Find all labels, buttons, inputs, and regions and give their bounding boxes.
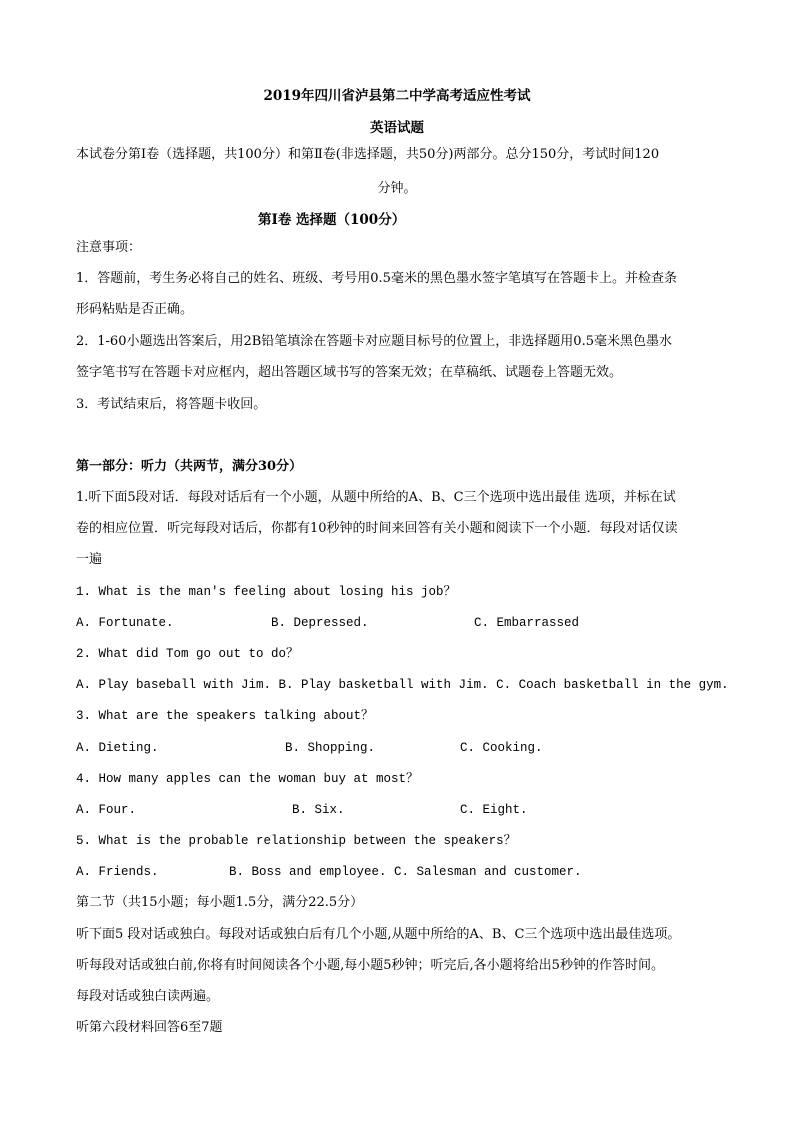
question-stem: 5. What is the probable relationship between the speakers？ (76, 834, 517, 848)
option-a: A. Dieting. (76, 741, 159, 755)
intro-line-2: 分钟。 (377, 181, 417, 196)
option-b-c: B. Boss and employee. C. Salesman and customer. (229, 865, 582, 879)
question-stem: 4. How many apples can the woman buy at most？ (76, 772, 419, 786)
question-stem: 3. What are the speakers talking about？ (76, 709, 374, 723)
option-b: B. Shopping. (285, 741, 376, 755)
intro-line-1: 本试卷分第Ⅰ卷（选择题，共100分）和第Ⅱ卷(非选择题，共50分)两部分。总分150分，考试时间120 (76, 147, 660, 162)
exam-subtitle: 英语试题 (370, 120, 424, 136)
option-a: A. Friends. (76, 865, 159, 879)
section2-heading: 第二节（共15小题；每小题1.5分，满分22.5分） (76, 895, 364, 910)
section1-instruction-line1: 1.听下面5段对话．每段对话后有一个小题，从题中所给的A、B、C三个选项中选出最佳 选项，并标在试 (76, 490, 676, 505)
part1-heading: 第一部分：听力（共两节，满分30分） (76, 459, 303, 474)
section2-instruction-line3: 每段对话或独白读两遍。 (76, 989, 220, 1004)
volume1-heading: 第Ⅰ卷 选择题（100分） (258, 212, 406, 228)
notice-item2-line2: 签字笔书写在答题卡对应框内，超出答题区域书写的答案无效；在草稿纸、试题卷上答题无效。 (76, 365, 623, 380)
question-stem: 1. What is the man's feeling about losing his job？ (76, 585, 457, 599)
exam-title: 2019年四川省泸县第二中学高考适应性考试 (263, 88, 531, 104)
option-c: C. Cooking. (460, 741, 543, 755)
section1-instruction-line2: 卷的相应位置．听完每段对话后，你都有10秒钟的时间来回答有关小题和阅读下一个小题．每段对话仅读 (76, 521, 678, 536)
option-b: B. Six. (292, 803, 345, 817)
option-line: A. Play baseball with Jim. B. Play basketball with Jim. C. Coach basketball in the gym. (76, 678, 729, 692)
option-b: B. Depressed. (271, 616, 369, 630)
option-a: A. Fortunate. (76, 616, 174, 630)
notice-item1-line2: 形码粘贴是否正确。 (76, 302, 194, 317)
notice-item3: 3．考试结束后，将答题卡收回。 (76, 397, 267, 412)
question-stem: 2. What did Tom go out to do？ (76, 647, 299, 661)
section2-instruction-line1: 听下面5 段对话或独白。每段对话或独白后有几个小题,从题中所给的A、B、C三个选项中选出最佳选项。 (76, 927, 681, 942)
option-c: C. Eight. (460, 803, 528, 817)
notice-item2-line1: 2．1-60小题选出答案后，用2B铅笔填涂在答题卡对应题目标号的位置上，非选择题用0.5毫米黑色墨水 (76, 334, 672, 349)
material6-prompt: 听第六段材料回答6至7题 (76, 1020, 223, 1035)
option-c: C. Embarrassed (474, 616, 580, 630)
notice-label: 注意事项： (76, 240, 142, 255)
option-a: A. Four. (76, 803, 137, 817)
section2-instruction-line2: 听每段对话或独白前,你将有时间阅读各个小题,每小题5秒钟；听完后,各小题将给出5秒钟的作答时间。 (76, 958, 664, 973)
section1-instruction-line3: 一遍 (76, 552, 103, 567)
notice-item1-line1: 1．答题前，考生务必将自己的姓名、班级、考号用0.5毫米的黑色墨水签字笔填写在答题卡上。并检查条 (76, 271, 677, 286)
